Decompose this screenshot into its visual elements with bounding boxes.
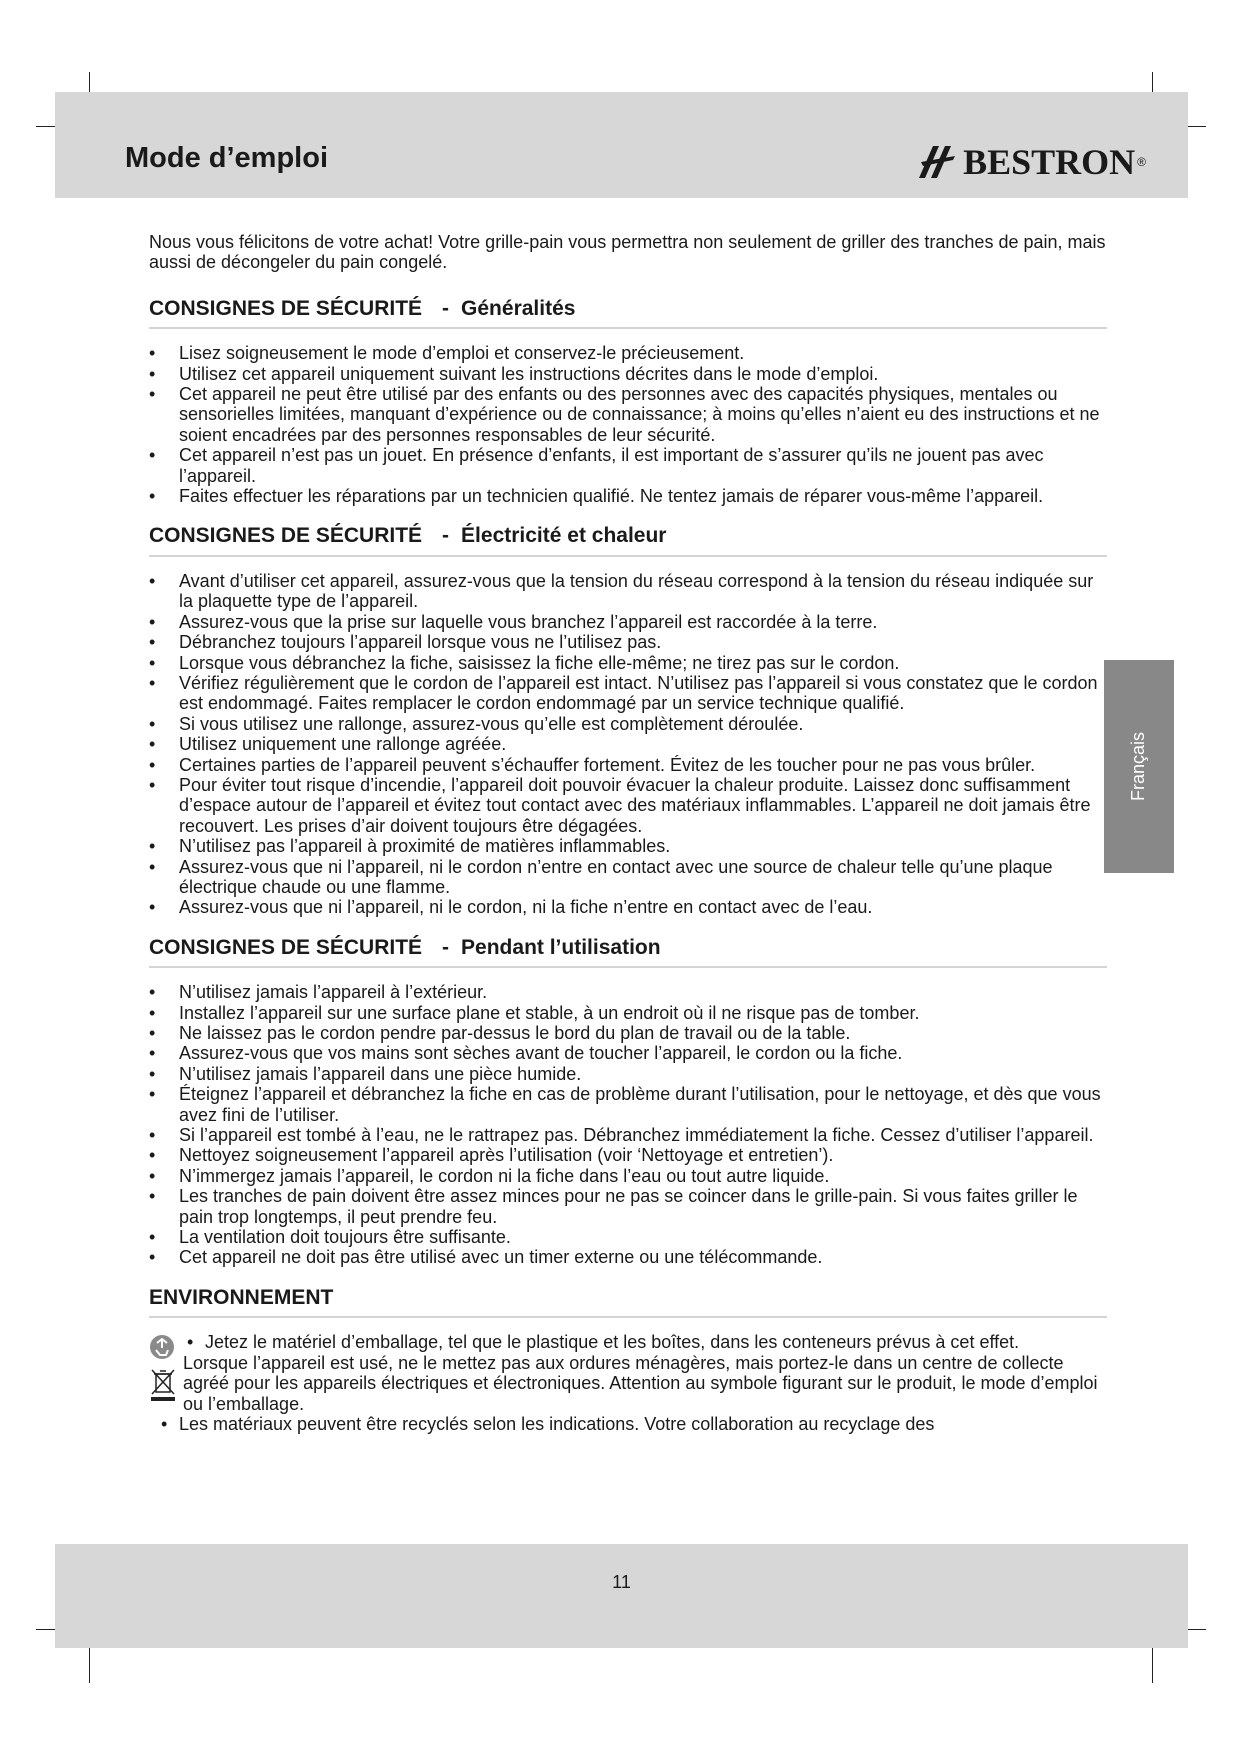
list-item: • Éteignez l’appareil et débranchez la fiche en cas de problème durant l’utilisation, pour le nettoyage, et dès que vous avez fini de l’utiliser. xyxy=(149,1084,1107,1125)
page-title: Mode d’emploi xyxy=(125,142,328,174)
list-item: • Certaines parties de l’appareil peuvent s’échauffer fortement. Évitez de les toucher pour ne pas vous brûler. xyxy=(149,755,1107,775)
list-item: • Cet appareil ne peut être utilisé par des enfants ou des personnes avec des capacités physiques, mentales ou sensorielles limitées, manquant d’expérience ou de connaissance; à moins qu’elles n’aient eu des instructions et ne soient encadrées par des personnes responsables de leur sécurité. xyxy=(149,384,1107,445)
list-item: • Si l’appareil est tombé à l’eau, ne le rattrapez pas. Débranchez immédiatement la fiche. Cessez d’utiliser l’appareil. xyxy=(149,1125,1107,1145)
brand-name: BESTRON xyxy=(963,142,1136,182)
list-item: • Débranchez toujours l’appareil lorsque vous ne l’utilisez pas. xyxy=(149,632,1107,652)
section-title-separator: - xyxy=(442,935,450,959)
main-content xyxy=(149,232,1107,1434)
section-subtitle: Pendant l’utilisation xyxy=(461,935,661,959)
list-item: • La ventilation doit toujours être suffisante. xyxy=(149,1227,1107,1247)
brand-logo xyxy=(917,142,1146,182)
page-number: 11 xyxy=(612,1572,631,1592)
language-tab-label: Français xyxy=(1128,731,1149,802)
crop-mark xyxy=(89,1643,90,1683)
list-item: • Assurez-vous que vos mains sont sèches avant de toucher l’appareil, le cordon ou la fiche. xyxy=(149,1043,1107,1063)
list-item: • Nettoyez soigneusement l’appareil après l’utilisation (voir ‘Nettoyage et entretien’). xyxy=(149,1145,1107,1165)
brand-chevrons-icon xyxy=(917,144,957,180)
section-title-main: CONSIGNES DE SÉCURITÉ xyxy=(149,296,423,320)
list-item: • Lisez soigneusement le mode d’emploi et conservez-le précieusement. xyxy=(149,343,1107,363)
environment-list xyxy=(149,1332,1107,1434)
list-item: • Utilisez uniquement une rallonge agréée. xyxy=(149,734,1107,754)
header-band xyxy=(55,92,1188,198)
list-item: • N’utilisez jamais l’appareil à l’extérieur. xyxy=(149,982,1107,1002)
section-subtitle: Généralités xyxy=(461,296,576,320)
registered-mark: ® xyxy=(1137,155,1146,169)
section-title-environnement: ENVIRONNEMENT xyxy=(149,1288,1107,1318)
list-item: • Vérifiez régulièrement que le cordon de l’appareil est intact. N’utilisez pas l’appareil si vous constatez que le cordon est endommagé. Faites remplacer le cordon endommagé par un service technique qualifié. xyxy=(149,673,1107,714)
list-item: • Utilisez cet appareil uniquement suivant les instructions décrites dans le mode d’emploi. xyxy=(149,364,1107,384)
footer-band xyxy=(55,1544,1188,1648)
list-item: • Lorsque vous débranchez la fiche, saisissez la fiche elle-même; ne tirez pas sur le cordon. xyxy=(149,653,1107,673)
section-title-separator: - xyxy=(442,524,450,548)
list-item: • Assurez-vous que la prise sur laquelle vous branchez l’appareil est raccordée à la terre. xyxy=(149,612,1107,632)
list-item: • Les matériaux peuvent être recyclés selon les indications. Votre collaboration au recyclage des xyxy=(149,1414,1107,1434)
intro-paragraph: Nous vous félicitons de votre achat! Votre grille-pain vous permettra non seulement de griller des tranches de pain, mais aussi de décongeler du pain congelé. xyxy=(149,232,1106,273)
list-item: • Cet appareil ne doit pas être utilisé avec un timer externe ou une télécommande. xyxy=(149,1247,1107,1267)
list-item: • Installez l’appareil sur une surface plane et stable, à un endroit où il ne risque pas de tomber. xyxy=(149,1003,1107,1023)
list-item: Lorsque l’appareil est usé, ne le mettez pas aux ordures ménagères, mais portez-le dans un centre de collecte agréé pour les appareils électriques et électroniques. Attention au symbole figurant sur le produit, le mode d’emploi ou l’emballage. xyxy=(183,1352,1098,1414)
section-title-utilisation xyxy=(149,935,1107,968)
list-item: • N’immergez jamais l’appareil, le cordon ni la fiche dans l’eau ou tout autre liquide. xyxy=(149,1166,1107,1186)
bullet-list-utilisation xyxy=(149,982,1107,1268)
section-title-generalites xyxy=(149,296,1107,329)
crop-mark xyxy=(1152,1643,1153,1683)
bullet-list-generalites xyxy=(149,343,1107,506)
list-item: • Avant d’utiliser cet appareil, assurez-vous que la tension du réseau correspond à la tension du réseau indiquée sur la plaquette type de l’appareil. xyxy=(149,571,1107,612)
section-subtitle: Électricité et chaleur xyxy=(461,524,667,548)
language-tab xyxy=(1104,660,1174,873)
list-item: • Si vous utilisez une rallonge, assurez-vous qu’elle est complètement déroulée. xyxy=(149,714,1107,734)
section-title-main: CONSIGNES DE SÉCURITÉ xyxy=(149,935,423,959)
list-item: • Cet appareil n’est pas un jouet. En présence d’enfants, il est important de s’assurer qu’ils ne jouent pas avec l’appareil. xyxy=(149,445,1107,486)
list-item: • N’utilisez pas l’appareil à proximité de matières inflammables. xyxy=(149,836,1107,856)
section-title-separator: - xyxy=(442,296,450,320)
list-item: • N’utilisez jamais l’appareil dans une pièce humide. xyxy=(149,1064,1107,1084)
list-item: • Jetez le matériel d’emballage, tel que le plastique et les boîtes, dans les conteneurs prévus à cet effet. xyxy=(149,1332,1107,1352)
list-item: • Ne laissez pas le cordon pendre par-dessus le bord du plan de travail ou de la table. xyxy=(149,1023,1107,1043)
bullet-list-electricite xyxy=(149,571,1107,918)
section-title-electricite xyxy=(149,526,1107,556)
list-item: • Assurez-vous que ni l’appareil, ni le cordon n’entre en contact avec une source de chaleur telle qu’une plaque électrique chaude ou une flamme. xyxy=(149,857,1107,898)
list-item: • Les tranches de pain doivent être assez minces pour ne pas se coincer dans le grille-pain. Si vous faites griller le pain trop longtemps, il peut prendre feu. xyxy=(149,1186,1107,1227)
list-item: • Assurez-vous que ni l’appareil, ni le cordon, ni la fiche n’entre en contact avec de l’eau. xyxy=(149,897,1107,917)
list-item: • Pour éviter tout risque d’incendie, l’appareil doit pouvoir évacuer la chaleur produite. Laissez donc suffisamment d’espace autour de l’appareil et évitez tout contact avec des matériaux inflammables. L’appareil ne doit jamais être recouvert. Les prises d’air doivent toujours être dégagées. xyxy=(149,775,1107,836)
list-item: • Faites effectuer les réparations par un technicien qualifié. Ne tentez jamais de réparer vous-même l’appareil. xyxy=(149,486,1107,506)
section-title-main: CONSIGNES DE SÉCURITÉ xyxy=(149,524,423,548)
